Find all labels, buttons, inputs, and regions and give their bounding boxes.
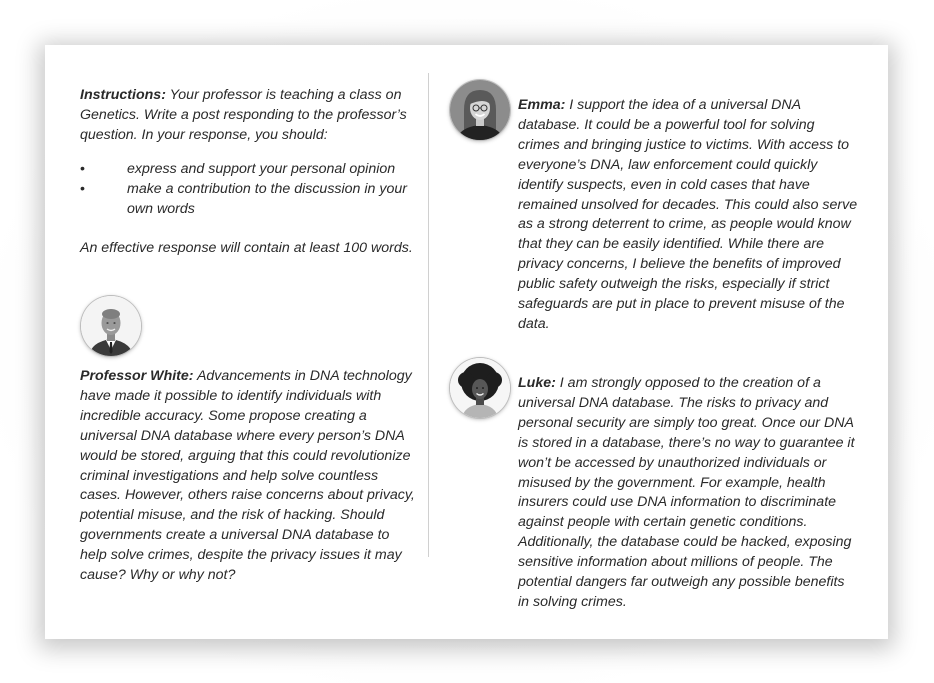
instructions-label: Instructions:: [80, 87, 166, 103]
list-item: [80, 160, 415, 180]
bullet-icon: •: [80, 160, 85, 177]
luke-post: [518, 374, 858, 613]
emma-name: Emma:: [518, 97, 566, 113]
instructions-bullets: [80, 160, 415, 220]
word-count-note: An effective response will contain at least 100 words.: [80, 240, 413, 257]
bullet-text: make a contribution to the discussion in your own words: [127, 180, 407, 217]
list-item: [80, 180, 415, 220]
luke-name: Luke:: [518, 375, 556, 391]
emma-avatar-icon: [450, 80, 510, 140]
bullet-icon: •: [80, 180, 85, 197]
luke-response: I am strongly opposed to the creation of a universal DNA database. The risks to privacy and personal security are simply too great. Once our DNA is stored in a database, there’s no way to guarantee it won’t be accessed by unauthorized individuals or misused by the government. For example, health insurers could use DNA information to discriminate against people with certain genetic conditions. Additionally, the database could be hacked, exposing sensitive information about millions of people. The potential dangers far outweigh any possible benefits in solving crimes.: [518, 375, 855, 610]
column-divider: [428, 73, 429, 557]
bullet-text: express and support your personal opinion: [127, 160, 396, 177]
luke-avatar-icon: [450, 358, 510, 418]
left-column: [80, 86, 415, 259]
professor-post: [80, 367, 415, 586]
emma-post: [518, 96, 858, 335]
emma-response: I support the idea of a universal DNA database. It could be a powerful tool for solving crimes and bringing justice to victims. With access to everyone’s DNA, law enforcement could quickly identify suspects, even in cold cases that have remained unsolved for decades. This could also serve as a strong deterrent to crime, as people would know that they can be easily identified. While there are privacy concerns, I believe the benefits of improved public safety outweigh the risks, especially if strict safeguards are put in place to prevent misuse of the data.: [518, 97, 858, 332]
professor-question: Advancements in DNA technology have made it possible to identify individuals with incredible accuracy. Some propose creating a universal DNA database where every person’s DNA would be stored, arguing that this could revolutionize criminal investigations and help solve countless cases. However, others raise concerns about privacy, potential misuse, and the risk of hacking. Should governments create a universal DNA database to help solve crimes, despite the privacy issues it may cause? Why or why not?: [80, 368, 415, 584]
instructions-block: [80, 86, 415, 146]
instructions-text: Your professor is teaching a class on Genetics. Write a post responding to the professor’s question. In your response, you should:: [80, 87, 407, 143]
professor-avatar-icon: [81, 296, 141, 356]
professor-name: Professor White:: [80, 368, 194, 384]
